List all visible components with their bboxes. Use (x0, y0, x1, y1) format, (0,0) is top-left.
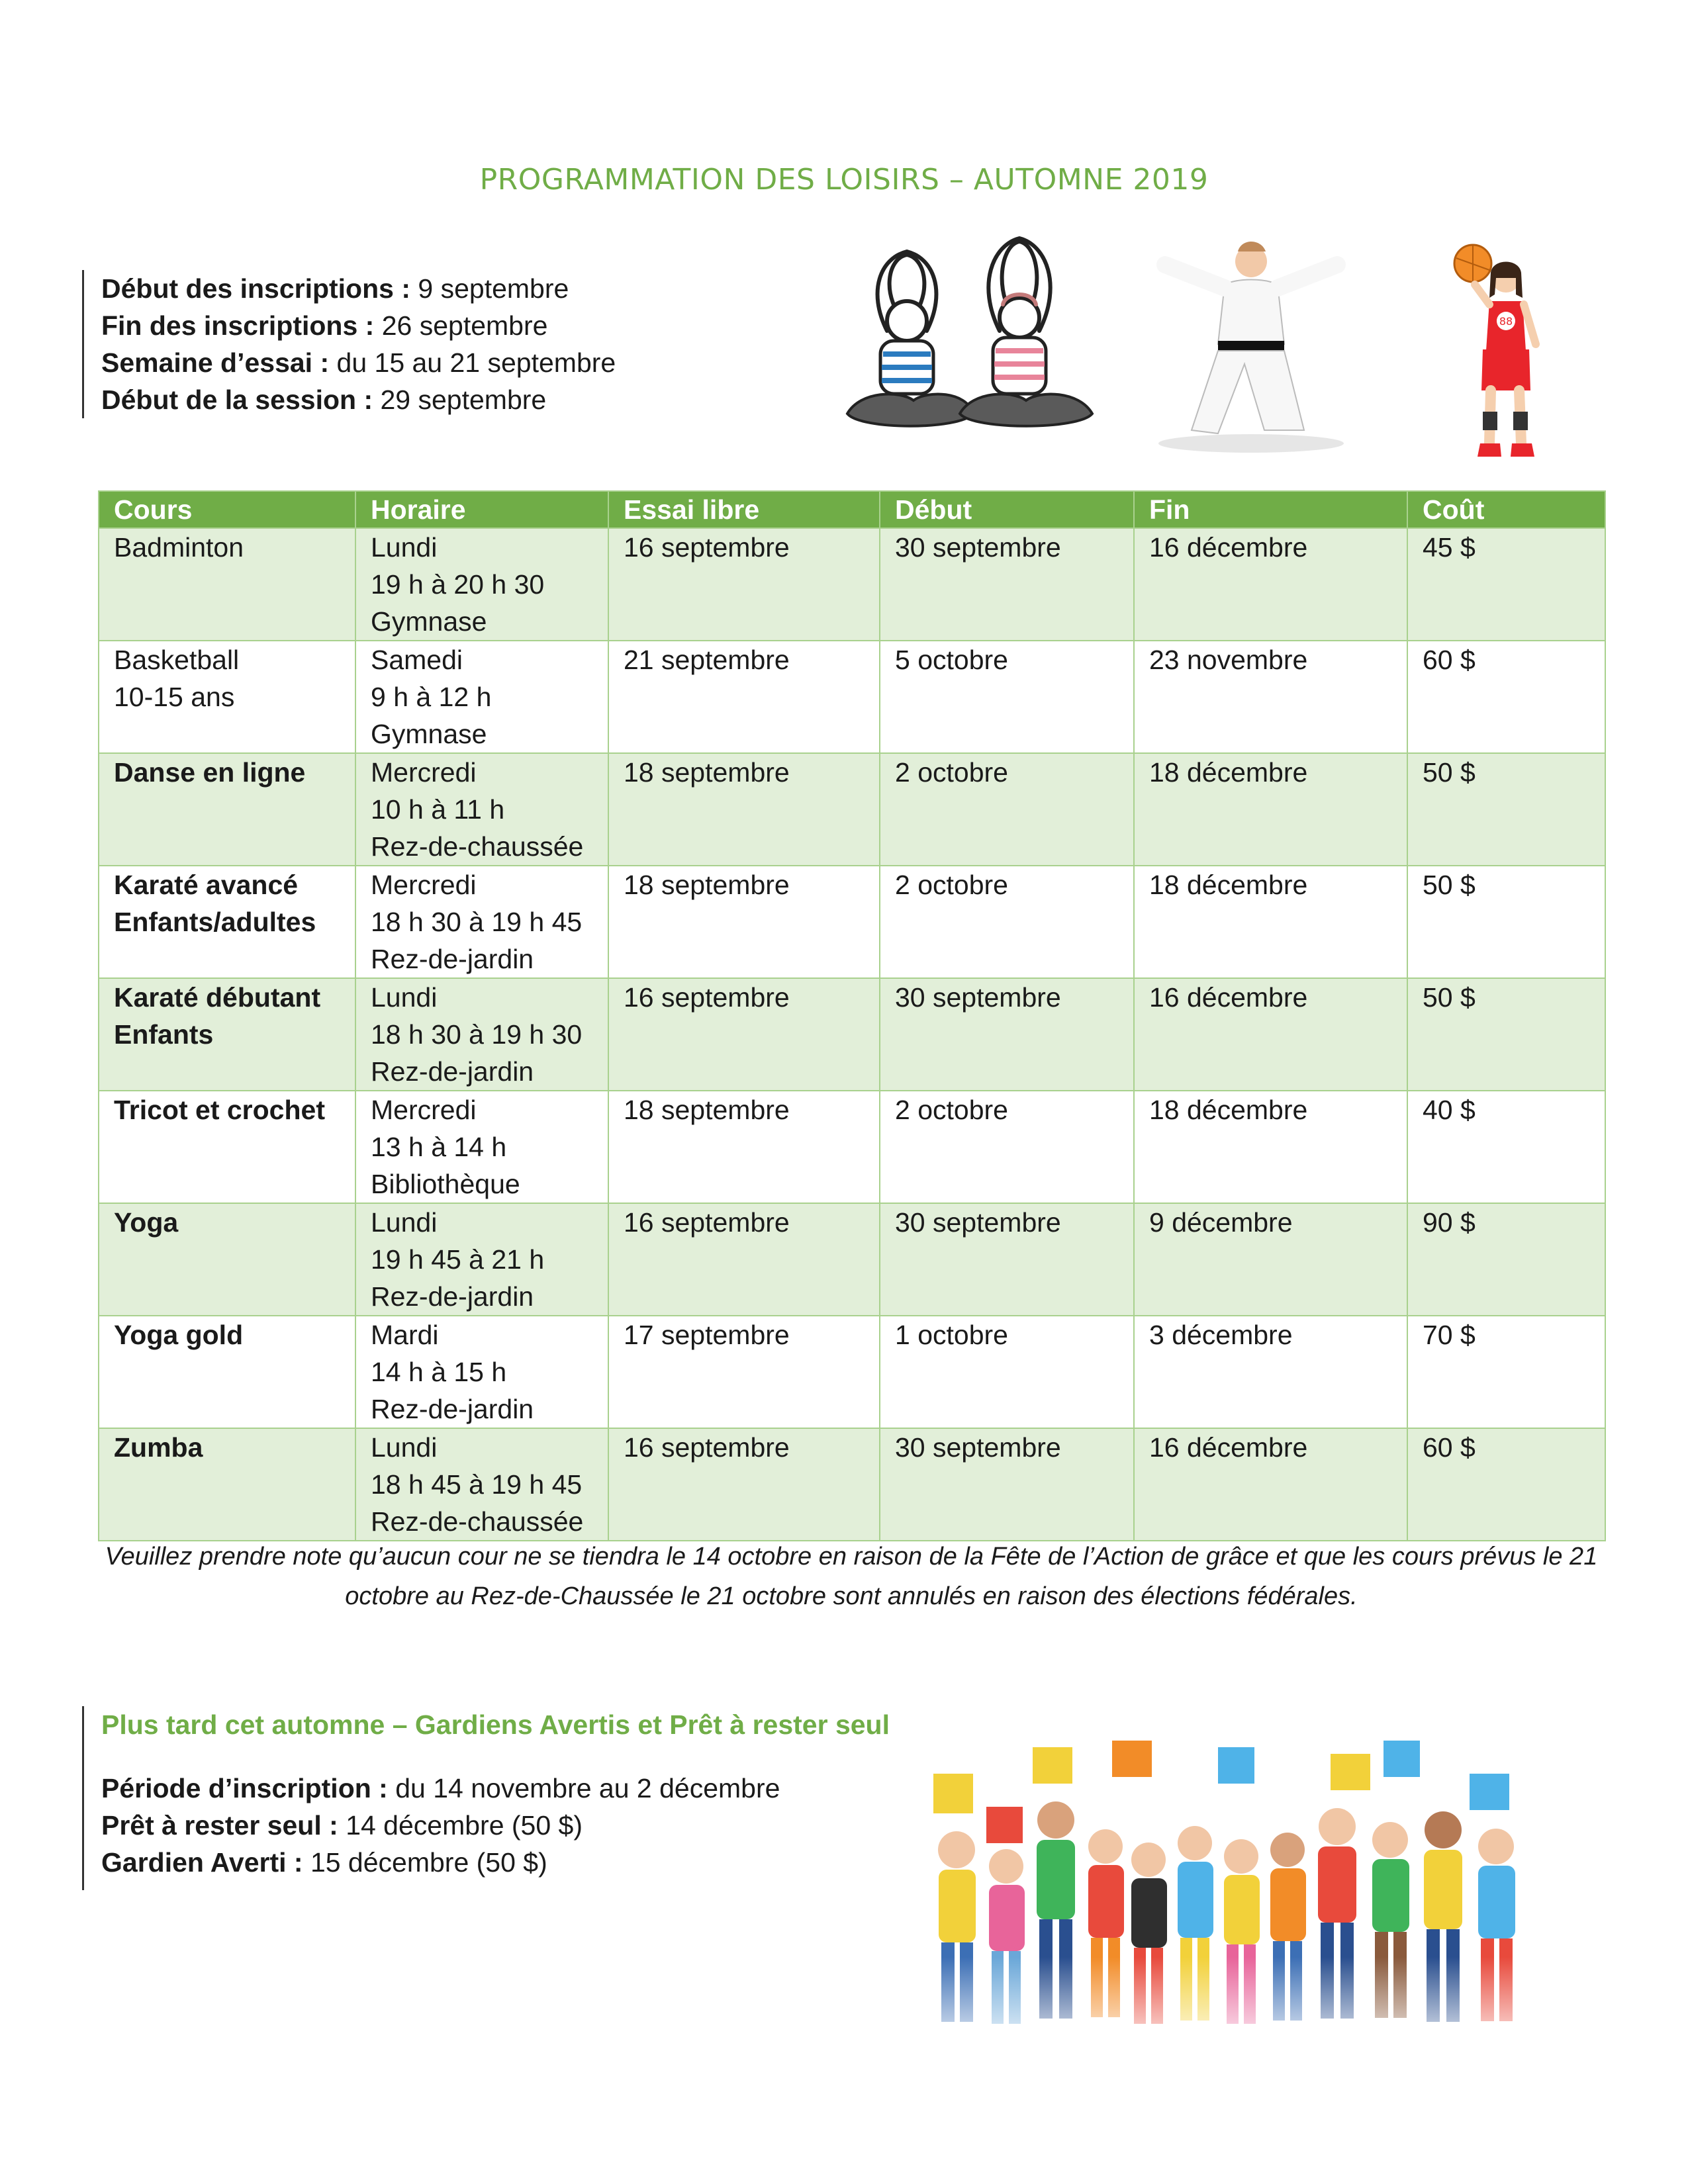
cell-fin: 18 décembre (1134, 753, 1407, 866)
later-programs (82, 1706, 890, 1890)
info-line: Gardien Averti : 15 décembre (50 $) (101, 1847, 547, 1878)
registration-info (82, 270, 616, 418)
cell-essai: 17 septembre (608, 1316, 880, 1428)
cell-cout: 60 $ (1407, 1428, 1605, 1541)
cell-fin: 16 décembre (1134, 978, 1407, 1091)
cell-horaire: Lundi 19 h 45 à 21 h Rez-de-jardin (355, 1203, 608, 1316)
cell-debut: 30 septembre (880, 1203, 1134, 1316)
kids-group-illustration (920, 1721, 1549, 2058)
table-row (99, 528, 1605, 641)
cell-cout: 45 $ (1407, 528, 1605, 641)
cell-fin: 9 décembre (1134, 1203, 1407, 1316)
cell-debut: 2 octobre (880, 866, 1134, 978)
cell-cout: 60 $ (1407, 641, 1605, 753)
table-row (99, 1428, 1605, 1541)
table-row (99, 641, 1605, 753)
schedule-table (98, 490, 1606, 1541)
cell-debut: 2 octobre (880, 1091, 1134, 1203)
cell-essai: 16 septembre (608, 978, 880, 1091)
cell-debut: 30 septembre (880, 978, 1134, 1091)
cell-debut: 30 septembre (880, 528, 1134, 641)
header-cout: Coût (1407, 491, 1605, 528)
cell-cout: 70 $ (1407, 1316, 1605, 1428)
cancellation-note: Veuillez prendre note qu’aucun cour ne se tiendra le 14 octobre en raison de la Fête de l’Action de grâce et que les cours prévus le 21 octobre au Rez-de-Chaussée le 21 octobre sont annulés en raison des élections fédérales. (105, 1543, 1598, 1610)
cell-cours: Yoga (99, 1203, 355, 1316)
cell-cout: 40 $ (1407, 1091, 1605, 1203)
header-cours: Cours (99, 491, 355, 528)
table-row (99, 866, 1605, 978)
cell-cours: Yoga gold (99, 1316, 355, 1428)
cell-essai: 16 septembre (608, 1428, 880, 1541)
cell-cours: Badminton (99, 528, 355, 641)
cell-horaire: Mardi 14 h à 15 h Rez-de-jardin (355, 1316, 608, 1428)
cell-fin: 18 décembre (1134, 866, 1407, 978)
page-title: PROGRAMMATION DES LOISIRS – AUTOMNE 2019 (479, 163, 1209, 197)
cell-essai: 16 septembre (608, 528, 880, 641)
cell-horaire: Lundi 18 h 45 à 19 h 45 Rez-de-chaussée (355, 1428, 608, 1541)
later-title: Plus tard cet automne – Gardiens Avertis et Prêt à rester seul (101, 1709, 890, 1740)
svg-text:88: 88 (1499, 315, 1513, 328)
table-row (99, 978, 1605, 1091)
cell-horaire: Samedi 9 h à 12 h Gymnase (355, 641, 608, 753)
cell-horaire: Lundi 18 h 30 à 19 h 30 Rez-de-jardin (355, 978, 608, 1091)
cell-fin: 16 décembre (1134, 528, 1407, 641)
cell-debut: 30 septembre (880, 1428, 1134, 1541)
karate-illustration (1152, 232, 1370, 463)
cell-debut: 2 octobre (880, 753, 1134, 866)
cell-cours: Basketball 10-15 ans (99, 641, 355, 753)
cell-fin: 3 décembre (1134, 1316, 1407, 1428)
cell-essai: 18 septembre (608, 866, 880, 978)
yoga-couple-illustration (841, 232, 1119, 457)
table-row (99, 1203, 1605, 1316)
cell-cours: Tricot et crochet (99, 1091, 355, 1203)
cell-fin: 18 décembre (1134, 1091, 1407, 1203)
info-line: Semaine d’essai : du 15 au 21 septembre (101, 347, 616, 378)
basketball-player-illustration (1417, 232, 1589, 483)
header-fin: Fin (1134, 491, 1407, 528)
cell-debut: 1 octobre (880, 1316, 1134, 1428)
info-line: Début de la session : 29 septembre (101, 385, 547, 415)
info-line: Fin des inscriptions : 26 septembre (101, 310, 548, 341)
cell-cours: Karaté débutant Enfants (99, 978, 355, 1091)
cell-horaire: Lundi 19 h à 20 h 30 Gymnase (355, 528, 608, 641)
cell-horaire: Mercredi 10 h à 11 h Rez-de-chaussée (355, 753, 608, 866)
cell-cout: 90 $ (1407, 1203, 1605, 1316)
cell-essai: 21 septembre (608, 641, 880, 753)
table-row (99, 1316, 1605, 1428)
cell-fin: 23 novembre (1134, 641, 1407, 753)
cell-cours: Danse en ligne (99, 753, 355, 866)
cell-cout: 50 $ (1407, 753, 1605, 866)
info-line: Période d’inscription : du 14 novembre au 2 décembre (101, 1773, 780, 1803)
info-line: Début des inscriptions : 9 septembre (101, 273, 569, 304)
info-line: Prêt à rester seul : 14 décembre (50 $) (101, 1810, 583, 1841)
cell-cours: Zumba (99, 1428, 355, 1541)
table-header-row (99, 491, 1605, 528)
table-row (99, 753, 1605, 866)
activity-illustrations (841, 232, 1609, 490)
header-debut: Début (880, 491, 1134, 528)
cell-essai: 18 septembre (608, 753, 880, 866)
cell-horaire: Mercredi 13 h à 14 h Bibliothèque (355, 1091, 608, 1203)
table-row (99, 1091, 1605, 1203)
cell-horaire: Mercredi 18 h 30 à 19 h 45 Rez-de-jardin (355, 866, 608, 978)
cell-debut: 5 octobre (880, 641, 1134, 753)
cell-essai: 18 septembre (608, 1091, 880, 1203)
header-horaire: Horaire (355, 491, 608, 528)
header-essai-libre: Essai libre (608, 491, 880, 528)
cell-cout: 50 $ (1407, 978, 1605, 1091)
cell-essai: 16 septembre (608, 1203, 880, 1316)
cell-fin: 16 décembre (1134, 1428, 1407, 1541)
cell-cout: 50 $ (1407, 866, 1605, 978)
cell-cours: Karaté avancé Enfants/adultes (99, 866, 355, 978)
